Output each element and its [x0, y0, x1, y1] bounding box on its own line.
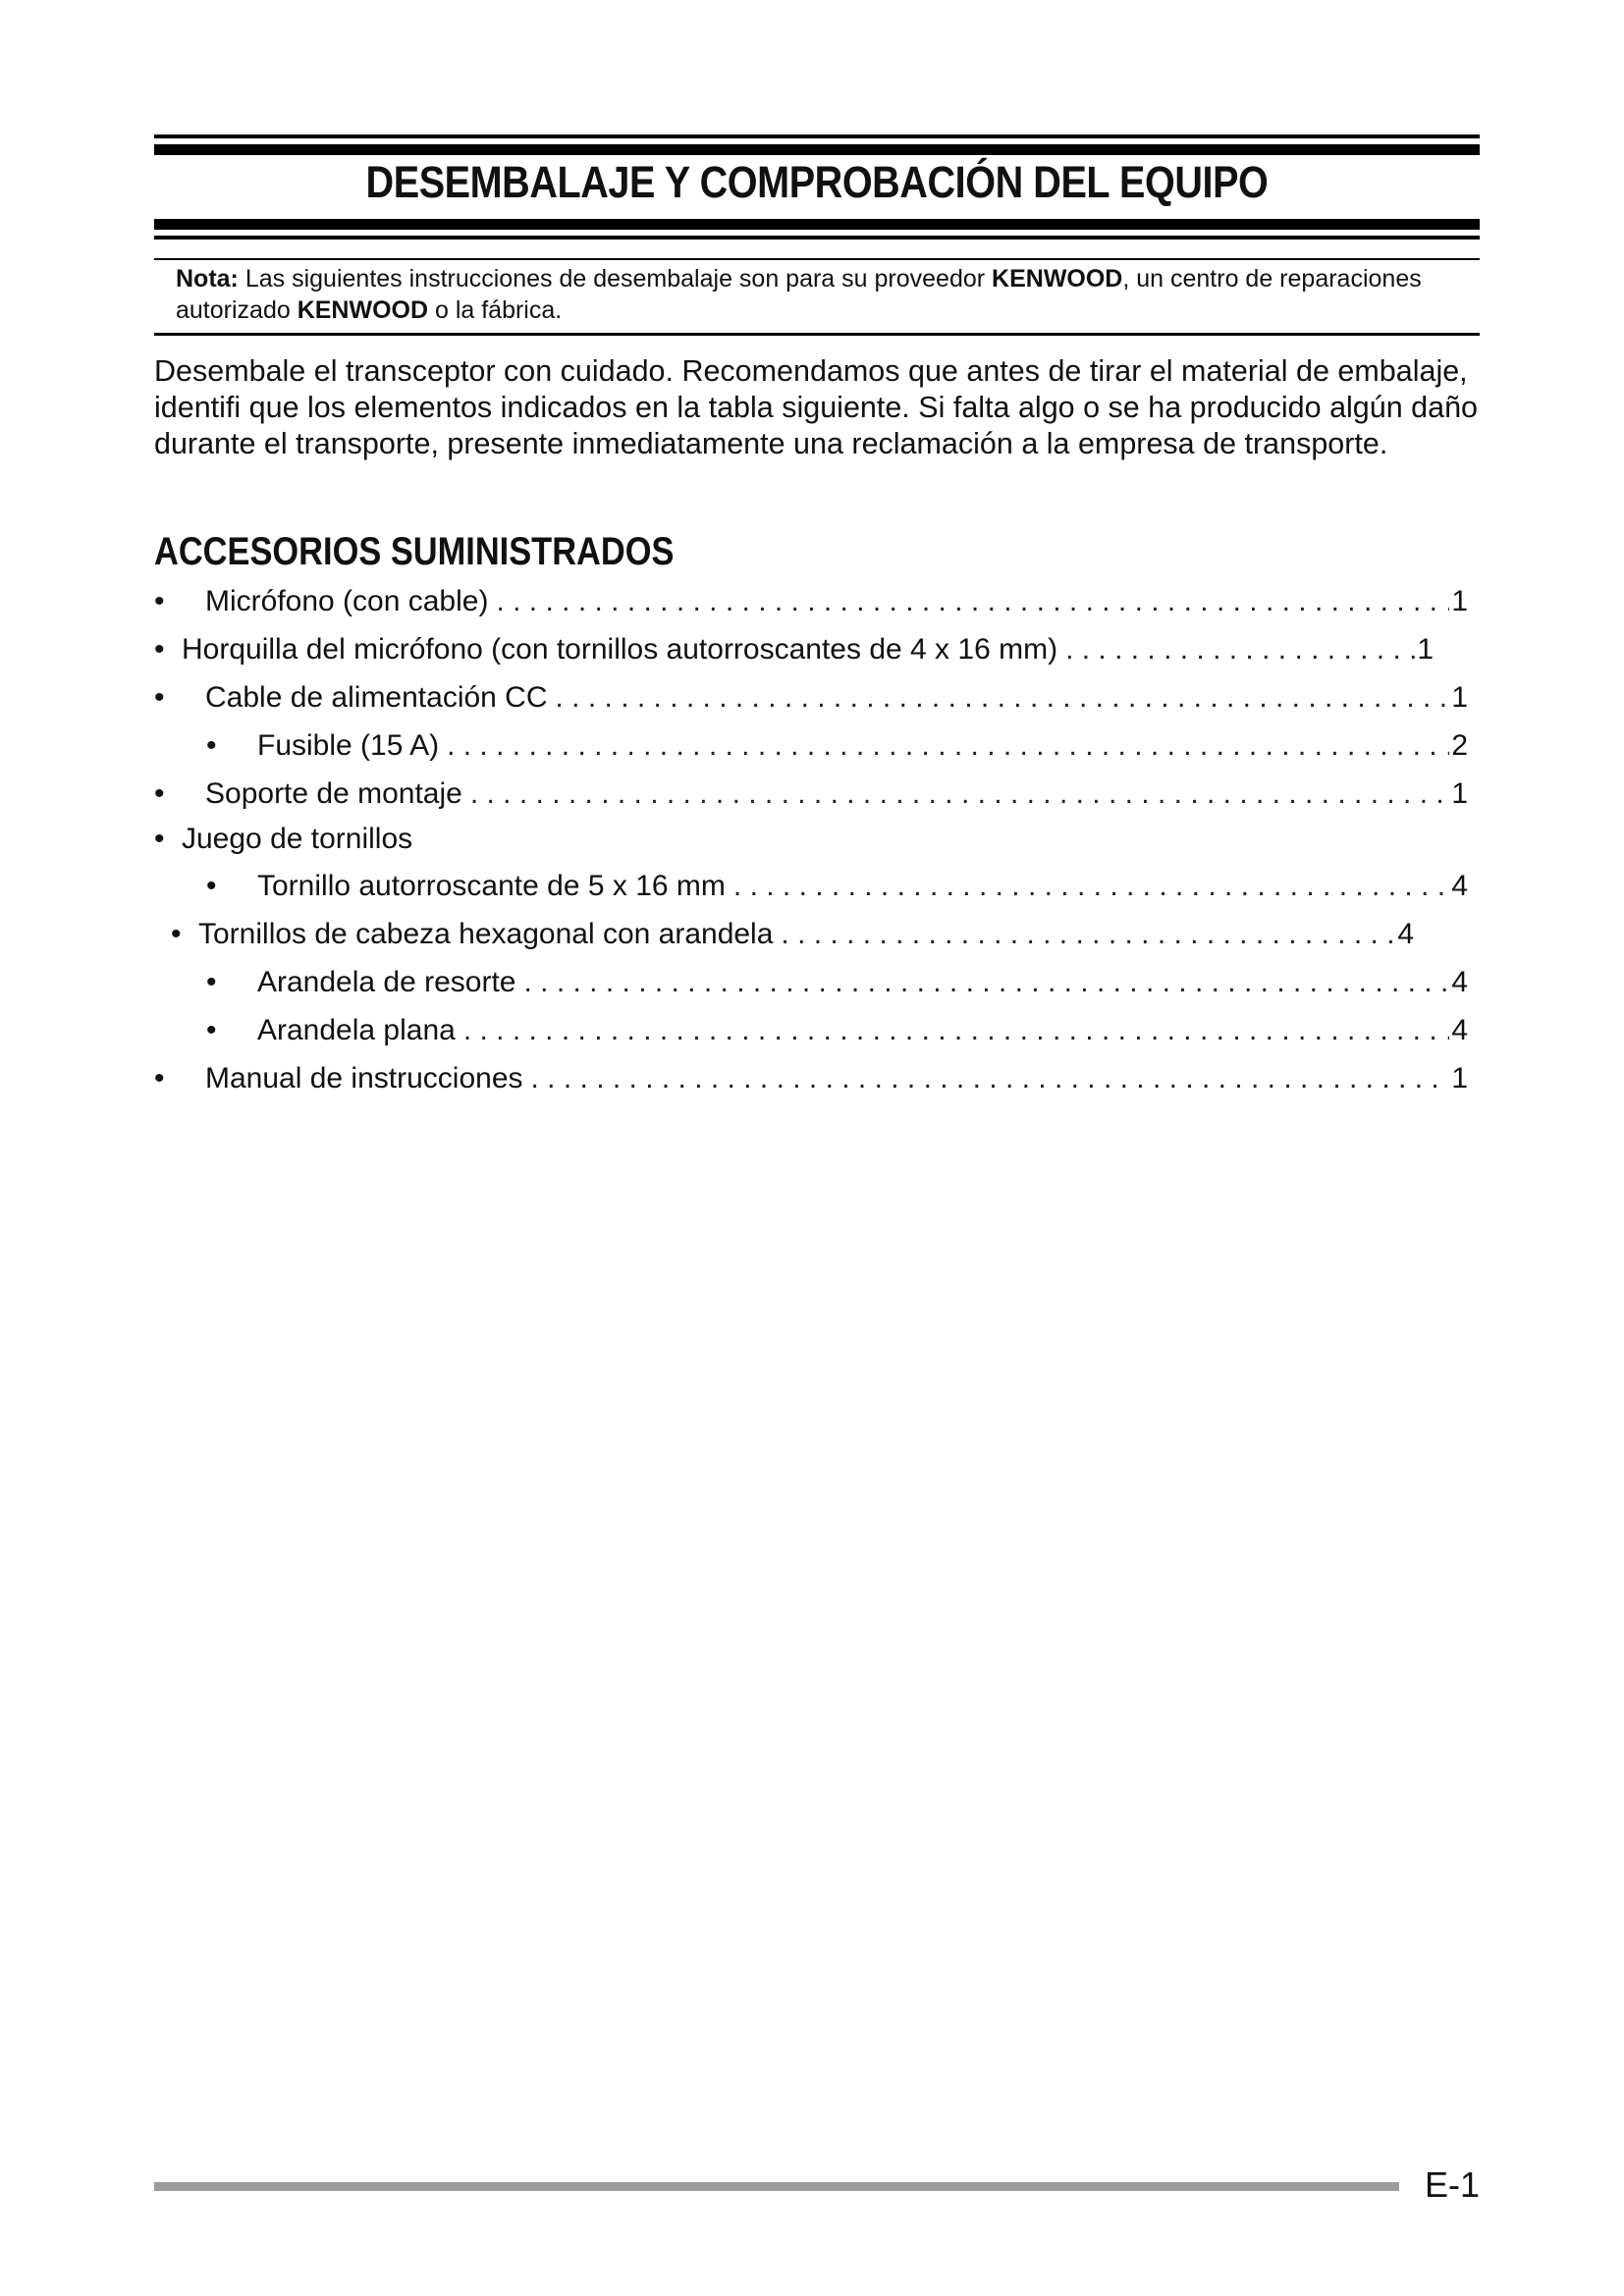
bullet-icon: •	[206, 966, 217, 998]
header-rule-thick-top	[154, 144, 1480, 155]
item-label: Fusible (15 A)	[257, 729, 440, 762]
bullet-icon: •	[154, 585, 165, 617]
dot-leader	[781, 918, 1395, 951]
note-text-3: o la fábrica.	[428, 296, 563, 324]
note-label: Nota:	[176, 265, 239, 293]
bullet-icon: •	[171, 918, 182, 950]
dot-leader	[496, 585, 1449, 618]
bullet-icon: •	[206, 1014, 217, 1046]
list-item	[171, 918, 1414, 957]
dot-leader	[447, 729, 1449, 763]
note-rule-bottom	[154, 333, 1480, 336]
note-text-1: Las siguientes instrucciones de desembalaje son para su proveedor	[238, 265, 993, 293]
bullet-icon: •	[154, 1062, 165, 1095]
dot-leader	[463, 1014, 1449, 1047]
list-item	[154, 777, 1468, 817]
item-label: Cable de alimentación CC	[205, 681, 548, 714]
page-number: E-1	[1424, 2164, 1480, 2205]
list-item	[154, 1062, 1468, 1101]
manual-page	[154, 0, 1480, 2296]
list-item	[154, 681, 1468, 721]
dot-leader	[556, 681, 1450, 715]
item-quantity: 4	[1451, 966, 1468, 998]
item-label: Manual de instrucciones	[205, 1062, 523, 1095]
bullet-icon: •	[154, 633, 165, 666]
bullet-icon: •	[154, 681, 165, 714]
section-title: ACCESORIOS SUMINISTRADOS	[154, 530, 675, 573]
note-box	[176, 263, 1462, 326]
item-label: Juego de tornillos	[182, 823, 413, 855]
item-quantity: 4	[1451, 1014, 1468, 1046]
list-item	[154, 633, 1434, 672]
item-quantity: 1	[1451, 1062, 1468, 1095]
item-label: Horquilla del micrófono (con tornillos autorroscantes de 4 x 16 mm)	[182, 633, 1058, 666]
item-label: Micrófono (con cable)	[205, 585, 489, 617]
item-quantity: 1	[1451, 777, 1468, 810]
item-label: Arandela de resorte	[257, 966, 516, 998]
header-rule-thin-top	[154, 134, 1480, 138]
note-rule-top	[154, 258, 1480, 260]
item-label: Soporte de montaje	[205, 777, 462, 810]
list-item	[154, 823, 841, 862]
item-label: Arandela plana	[257, 1014, 456, 1046]
list-item	[206, 1014, 1468, 1053]
dot-leader	[1065, 633, 1415, 667]
note-brand-1: KENWOOD	[992, 265, 1123, 293]
item-quantity: 1	[1451, 585, 1468, 617]
item-quantity: 4	[1451, 870, 1468, 902]
dot-leader	[531, 1062, 1450, 1095]
note-text-2: , un centro de reparaciones autorizado	[176, 265, 1422, 324]
item-quantity: 2	[1451, 729, 1468, 762]
footer-bar	[154, 2182, 1399, 2191]
bullet-icon: •	[154, 777, 165, 810]
list-item	[206, 870, 1468, 909]
intro-paragraph: Desembale el transceptor con cuidado. Recomendamos que antes de tirar el material de embalaje, identifi que los elementos indicados en la tabla siguiente. Si falta algo o se ha producido algún daño durante el transporte, presente inmediatamente una reclamación a la empresa de transporte.	[154, 354, 1479, 460]
dot-leader	[470, 777, 1449, 811]
header-rule-thin-bottom	[154, 236, 1480, 240]
bullet-icon: •	[206, 729, 217, 762]
item-label: Tornillo autorroscante de 5 x 16 mm	[257, 870, 726, 902]
item-label: Tornillos de cabeza hexagonal con arandela	[198, 918, 774, 950]
header-rule-thick-bottom	[154, 219, 1480, 230]
bullet-icon: •	[154, 823, 165, 855]
note-brand-2: KENWOOD	[297, 296, 429, 324]
list-item	[206, 966, 1468, 1005]
bullet-icon: •	[206, 870, 217, 902]
dot-leader	[733, 870, 1449, 903]
list-item	[154, 585, 1468, 624]
page-title: DESEMBALAJE Y COMPROBACIÓN DEL EQUIPO	[365, 157, 1269, 207]
dot-leader	[524, 966, 1450, 999]
item-quantity: 4	[1397, 918, 1414, 950]
item-quantity: 1	[1417, 633, 1434, 666]
list-item	[206, 729, 1468, 769]
item-quantity: 1	[1451, 681, 1468, 714]
